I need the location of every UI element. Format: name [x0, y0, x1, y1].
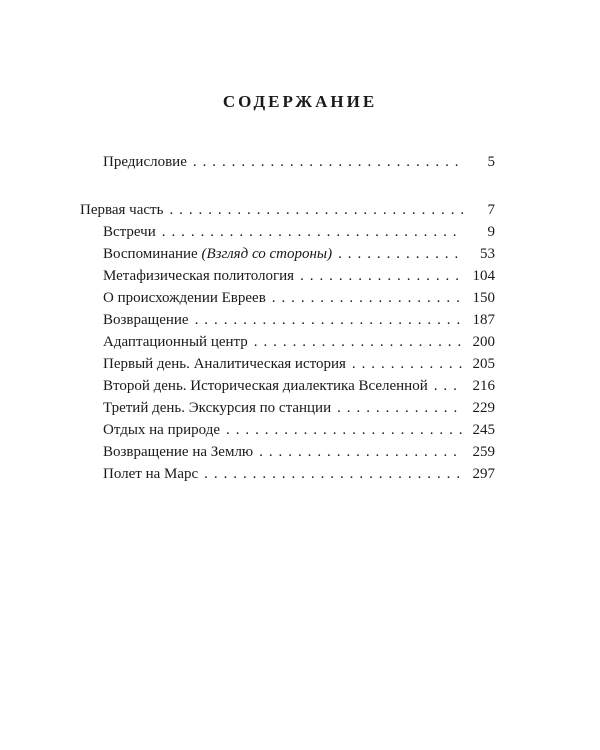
toc-entry-return-to-earth[interactable]	[103, 443, 495, 461]
toc-entry-page: 150	[472, 290, 495, 306]
toc-entry-label: Первая часть	[80, 202, 164, 218]
toc-entry-page: 53	[480, 246, 495, 262]
toc-entry-label: О происхождении Евреев	[103, 290, 266, 306]
toc-entry-page: 5	[487, 154, 495, 170]
toc-entry-return[interactable]	[103, 311, 495, 329]
toc-entry-rest-in-nature[interactable]	[103, 421, 495, 439]
toc-entry-adaptation-center[interactable]	[103, 333, 495, 351]
dot-leader	[226, 421, 463, 439]
toc-entry-part-one[interactable]	[80, 201, 495, 219]
toc-entry-label: Возвращение	[103, 312, 189, 328]
toc-entry-day-two[interactable]	[103, 377, 495, 395]
toc-entry-page: 297	[472, 466, 495, 482]
toc-entry-label: Метафизическая политология	[103, 268, 295, 284]
toc-entry-page: 7	[487, 202, 495, 218]
dot-leader	[193, 153, 463, 171]
page-title: СОДЕРЖАНИЕ	[222, 92, 378, 111]
toc-entry-page: 245	[472, 422, 495, 438]
toc-entry-page: 200	[472, 334, 495, 350]
toc-entry-label: Встречи	[103, 224, 156, 240]
dot-leader	[169, 201, 463, 219]
toc-entry-page: 187	[472, 312, 495, 328]
toc-entry-label: Отдых на природе	[103, 422, 220, 438]
dot-leader	[204, 465, 463, 483]
dot-leader	[352, 355, 463, 373]
toc-entry-preface[interactable]	[103, 153, 495, 171]
toc-entry-label: Первый день. Аналитическая история	[103, 356, 346, 372]
toc-entry-metaphysical-politology[interactable]	[103, 267, 495, 285]
toc-entry-italic-subtitle: (Взгляд со стороны)	[201, 246, 333, 262]
toc-entry-label: Воспоминание (Взгляд со стороны)	[103, 246, 333, 262]
dot-leader	[338, 245, 463, 263]
toc-entry-label: Полет на Марс	[103, 466, 199, 482]
toc-entry-page: 104	[472, 268, 495, 284]
toc-entry-memory[interactable]	[103, 245, 495, 263]
toc-entry-origin[interactable]	[103, 289, 495, 307]
toc-entry-label: Адаптационный центр	[103, 334, 248, 350]
toc-entry-flight-to-mars[interactable]	[103, 465, 495, 483]
toc-entry-label: Предисловие	[103, 154, 187, 170]
toc-entry-meetings[interactable]	[103, 223, 495, 241]
dot-leader	[337, 399, 463, 417]
toc-entry-page: 229	[472, 400, 495, 416]
toc-entry-page: 259	[472, 444, 495, 460]
dot-leader	[162, 223, 463, 241]
toc-entry-label: Третий день. Экскурсия по станции	[103, 400, 332, 416]
dot-leader	[195, 311, 463, 329]
dot-leader	[272, 289, 463, 307]
toc-entry-page: 205	[472, 356, 495, 372]
dot-leader	[254, 333, 463, 351]
dot-leader	[434, 377, 463, 395]
dot-leader	[259, 443, 463, 461]
toc-entry-day-three[interactable]	[103, 399, 495, 417]
toc-entry-label: Возвращение на Землю	[103, 444, 254, 460]
toc-entry-page: 9	[487, 224, 495, 240]
toc-entry-page: 216	[472, 378, 495, 394]
toc-entry-day-one[interactable]	[103, 355, 495, 373]
dot-leader	[300, 267, 463, 285]
toc-entry-label: Второй день. Историческая диалектика Вселенной	[103, 378, 428, 394]
